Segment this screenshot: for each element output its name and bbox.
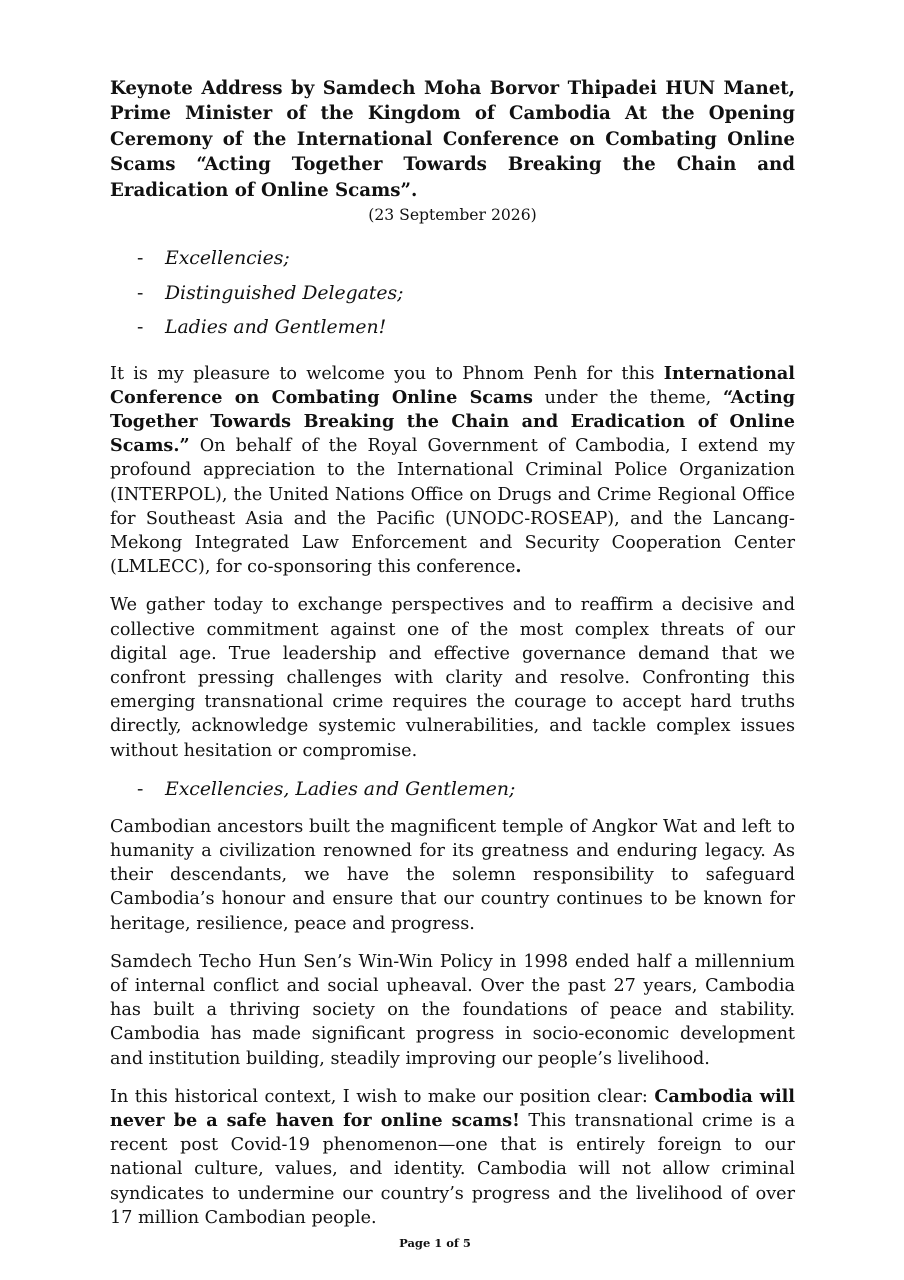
dash-marker: - [137,317,144,339]
paragraph-welcome [110,362,795,580]
salutation-text: Ladies and Gentlemen! [165,317,387,339]
paragraph-commitment: We gather today to exchange perspectives and to reaffirm a decisive and collective commitment against one of the most complex threats of our digital age. True leadership and effective governance demand that we confront pressing challenges with clarity and resolve. Confronting this emerging transnational crime requires the courage to accept hard truths directly, acknowledge systemic vulnerabilities, and tackle complex issues without hesitation or compromise. [110,595,795,761]
conference-name: International Conference on Combating Online Scams [110,362,795,408]
salutation-item [110,242,795,277]
dash-marker: - [137,282,144,304]
salutation-item [110,311,795,346]
paragraph-end: . [515,556,522,578]
paragraph-text: In this historical context, I wish to make our position clear: [110,1086,655,1107]
paragraph-text: It is my pleasure to welcome you to Phnom Penh for this [110,363,664,384]
conference-theme: “Acting Together Towards Breaking the Chain and Eradication of Online Scams.” [110,386,795,457]
paragraph-heritage: Cambodian ancestors built the magnificent temple of Angkor Wat and left to humanity a civilization renowned for its greatness and enduring legacy. As their descendants, we have the solemn responsibility to safeguard Cambodia’s honour and ensure that our country continues to be known for heritage, resilience, peace and progress. [110,816,795,934]
document-page [110,76,795,1230]
salutation-item [110,277,795,312]
dash-marker: - [137,778,144,800]
salutation-item [110,775,795,805]
salutation-list [110,242,795,346]
salutation-text: Distinguished Delegates; [165,282,404,304]
document-date: (23 September 2026) [368,206,537,225]
paragraph-position [110,1085,795,1230]
dash-marker: - [137,248,144,270]
paragraph-history: Samdech Techo Hun Sen’s Win-Win Policy in 1998 ended half a millennium of internal conflict and social upheaval. Over the past 27 years, Cambodia has built a thriving society on the foundations of peace and stability. Cambodia has made significant progress in socio-economic development and institution building, steadily improving our people’s livelihood. [110,951,795,1069]
paragraph-text: On behalf of the Royal Government of Cambodia, I extend my profound appreciation to the International Criminal Police Organization (INTERPOL), the United Nations Office on Drugs and Crime Regional Office for Southeast Asia and the Pacific (UNODC-ROSEAP), and the Lancang-Mekong Integrated Law Enforcement and Security Cooperation Center (LMLECC), for co-sponsoring this conference [110,436,795,578]
document-title: Keynote Address by Samdech Moha Borvor Thipadei HUN Manet, Prime Minister of the Kingdom of Cambodia At the Opening Ceremony of the International Conference on Combating Online Scams “Acting Together Towards Breaking the Chain and Eradication of Online Scams”. [110,78,795,201]
salutation-text: Excellencies; [165,248,290,270]
paragraph-text: This transnational crime is a recent post Covid-19 phenomenon—one that is entirely foreign to our national culture, values, and identity. Cambodia will not allow criminal syndicates to undermine our country’s progress and the livelihood of over 17 million Cambodian people. [110,1111,796,1228]
paragraph-text: under the theme, [532,387,724,408]
page-number: Page 1 of 5 [399,1236,471,1250]
salutation-text: Excellencies, Ladies and Gentlemen; [165,778,516,800]
position-statement: Cambodia will never be a safe haven for online scams! [110,1085,795,1132]
